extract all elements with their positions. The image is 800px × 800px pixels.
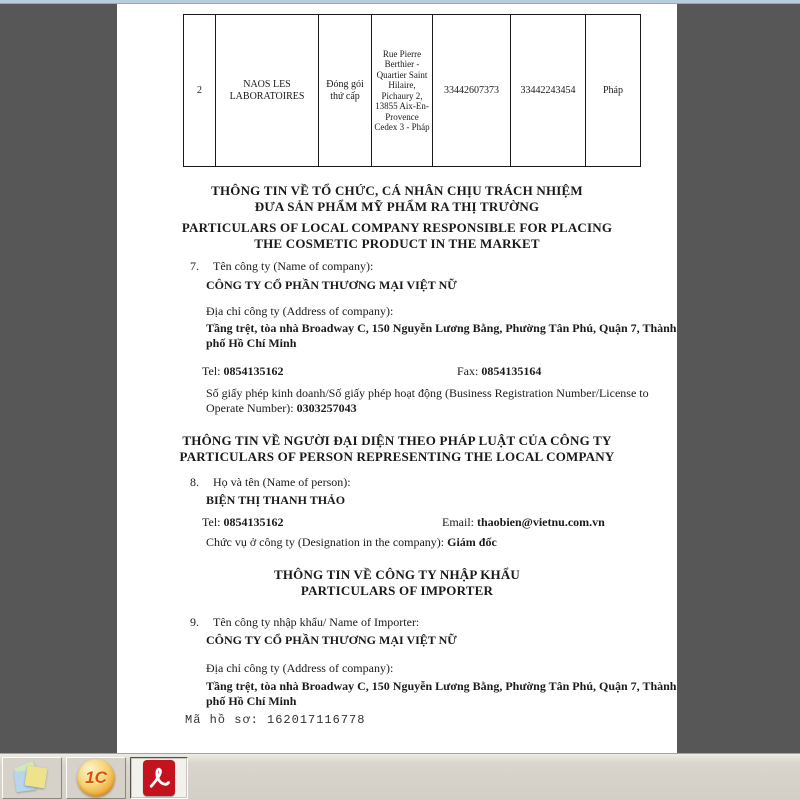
importer-address-label: Địa chỉ công ty (Address of company): bbox=[206, 661, 394, 675]
local-address-label: Địa chỉ công ty (Address of company): bbox=[206, 304, 394, 318]
adobe-reader-icon bbox=[143, 760, 175, 796]
title-line: THE COSMETIC PRODUCT IN THE MARKET bbox=[254, 236, 540, 251]
item-number: 9. bbox=[190, 615, 199, 629]
title-line: THÔNG TIN VỀ TỔ CHỨC, CÁ NHÂN CHỊU TRÁCH NHIỆM bbox=[211, 183, 583, 198]
title-line: PARTICULARS OF IMPORTER bbox=[300, 583, 494, 598]
file-code-line bbox=[185, 713, 365, 727]
cell-role: Đóng gói thứ cấp bbox=[319, 15, 372, 167]
sticky-note-yellow bbox=[25, 766, 48, 789]
tel-value: 0854135162 bbox=[223, 515, 284, 529]
file-code-label: Mã hồ sơ: bbox=[185, 713, 259, 727]
fax-label: Fax: bbox=[457, 364, 479, 378]
sticky-notes-icon bbox=[14, 761, 50, 795]
pdf-document-page bbox=[117, 4, 677, 754]
email-value: thaobien@vietnu.com.vn bbox=[477, 515, 605, 529]
1c-icon bbox=[77, 759, 115, 797]
section-local-title-vn bbox=[117, 183, 677, 215]
manufacturer-table bbox=[183, 14, 641, 167]
cell-manufacturer-name: NAOS LES LABORATOIRES bbox=[216, 15, 319, 167]
item-7-label bbox=[190, 259, 373, 273]
designation-label: Chức vụ ở công ty (Designation in the company): bbox=[206, 535, 448, 549]
title-line: PARTICULARS OF PERSON REPRESENTING THE LOCAL COMPANY bbox=[179, 449, 615, 464]
cell-tel: 33442607373 bbox=[433, 15, 511, 167]
taskbar-button-sticky-notes[interactable] bbox=[2, 757, 62, 799]
item-9-label bbox=[190, 615, 419, 629]
importer-company-name: CÔNG TY CỔ PHẦN THƯƠNG MẠI VIỆT NỮ bbox=[206, 633, 457, 647]
license-number-line bbox=[206, 386, 681, 416]
tel-label: Tel: bbox=[202, 515, 221, 529]
section-person-title bbox=[117, 433, 677, 465]
taskbar bbox=[0, 753, 800, 800]
section-importer-title bbox=[117, 567, 677, 599]
cell-country: Pháp bbox=[586, 15, 641, 167]
item-number: 7. bbox=[190, 259, 199, 273]
acrobat-swoosh bbox=[145, 763, 173, 793]
taskbar-button-1c[interactable] bbox=[66, 757, 126, 799]
local-tel bbox=[202, 364, 284, 378]
person-tel bbox=[202, 515, 284, 529]
cell-fax: 33442243454 bbox=[511, 15, 586, 167]
file-code-value: 162017116778 bbox=[267, 713, 366, 727]
title-line: PARTICULARS OF LOCAL COMPANY RESPONSIBLE FOR PLACING bbox=[181, 220, 613, 235]
1c-icon-label: 1C bbox=[85, 768, 107, 787]
importer-address: Tầng trệt, tòa nhà Broadway C, 150 Nguyễn Lương Bằng, Phường Tân Phú, Quận 7, Thành phố Hồ Chí Minh bbox=[206, 679, 677, 708]
fax-value: 0854135164 bbox=[481, 364, 542, 378]
cell-address: Rue Pierre Berthier - Quartier Saint Hilaire, Pichaury 2, 13855 Aix-En-Provence Cedex 3 - Pháp bbox=[372, 15, 433, 167]
local-address: Tầng trệt, tòa nhà Broadway C, 150 Nguyễn Lương Bằng, Phường Tân Phú, Quận 7, Thành phố Hồ Chí Minh bbox=[206, 321, 677, 350]
section-local-title-en bbox=[117, 220, 677, 252]
title-line: THÔNG TIN VỀ NGƯỜI ĐẠI DIỆN THEO PHÁP LUẬT CỦA CÔNG TY bbox=[182, 433, 612, 448]
designation-line bbox=[206, 535, 497, 549]
taskbar-button-adobe-reader[interactable] bbox=[130, 757, 188, 799]
item-8-label bbox=[190, 475, 351, 489]
tel-label: Tel: bbox=[202, 364, 221, 378]
title-line: THÔNG TIN VỀ CÔNG TY NHẬP KHẨU bbox=[273, 567, 521, 582]
cell-row-number: 2 bbox=[184, 15, 216, 167]
item-label-text: Tên công ty (Name of company): bbox=[213, 259, 374, 273]
license-number: 0303257043 bbox=[296, 401, 357, 415]
person-name: BIỆN THỊ THANH THẢO bbox=[206, 493, 346, 507]
designation-value: Giám đốc bbox=[447, 535, 497, 549]
table-row bbox=[184, 15, 641, 167]
item-label-text: Họ và tên (Name of person): bbox=[213, 475, 351, 489]
local-fax bbox=[457, 364, 541, 378]
tel-value: 0854135162 bbox=[223, 364, 284, 378]
item-number: 8. bbox=[190, 475, 199, 489]
local-company-name: CÔNG TY CỔ PHẦN THƯƠNG MẠI VIỆT NỮ bbox=[206, 278, 457, 292]
person-email bbox=[442, 515, 605, 529]
item-label-text: Tên công ty nhập khẩu/ Name of Importer: bbox=[213, 615, 420, 629]
title-line: ĐƯA SẢN PHẨM MỸ PHẨM RA THỊ TRƯỜNG bbox=[254, 199, 540, 214]
email-label: Email: bbox=[442, 515, 474, 529]
license-label: Số giấy phép kinh doanh/Số giấy phép hoạt động (Business Registration Number/License to Operate Number): bbox=[206, 386, 649, 415]
